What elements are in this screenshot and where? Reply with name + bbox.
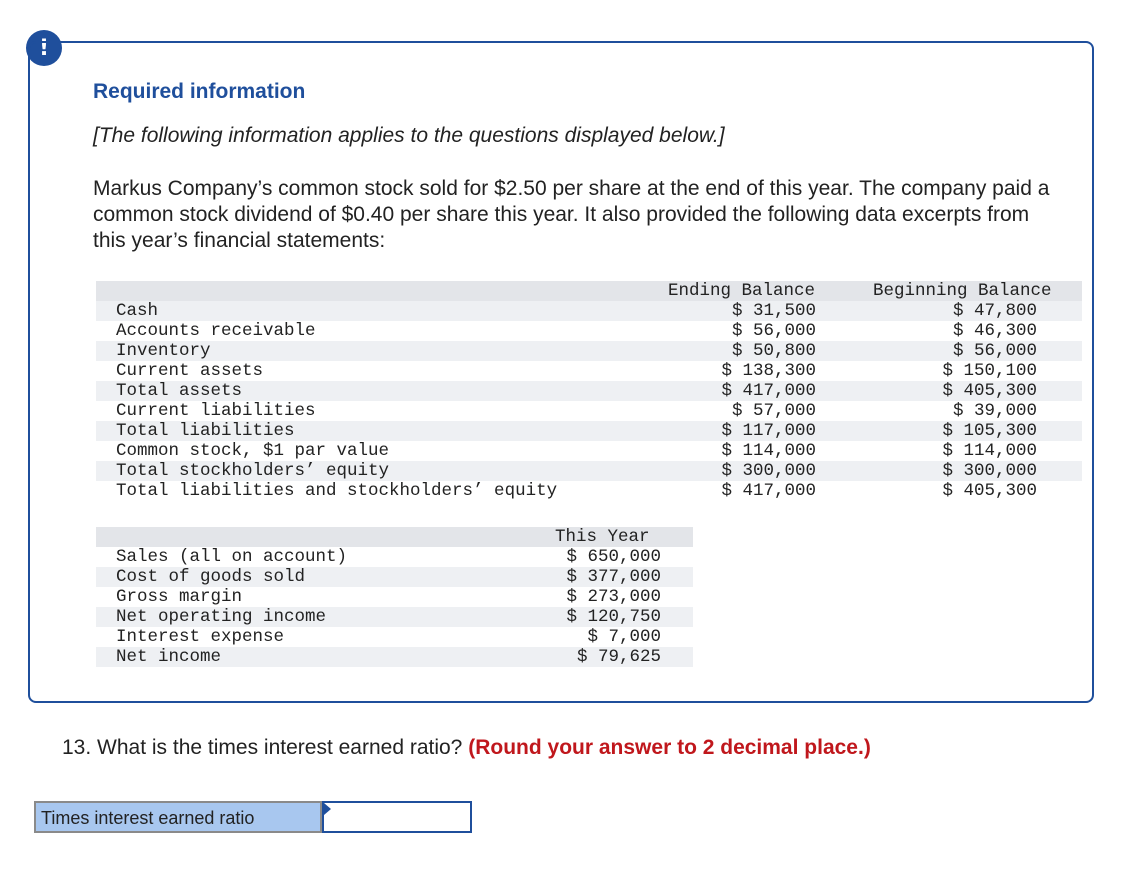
row-value: $ 273,000 bbox=[566, 587, 661, 607]
row-label: Current liabilities bbox=[116, 401, 316, 421]
question-text bbox=[62, 736, 871, 760]
row-label: Total liabilities and stockholders’ equity bbox=[116, 481, 558, 501]
row-beginning: $ 300,000 bbox=[942, 461, 1037, 481]
row-beginning: $ 150,100 bbox=[942, 361, 1037, 381]
row-ending: $ 417,000 bbox=[721, 381, 816, 401]
row-beginning: $ 47,800 bbox=[952, 301, 1037, 321]
row-value: $ 650,000 bbox=[566, 547, 661, 567]
row-ending: $ 300,000 bbox=[721, 461, 816, 481]
row-band bbox=[96, 381, 1082, 401]
row-label: Current assets bbox=[116, 361, 264, 381]
row-label: Accounts receivable bbox=[116, 321, 316, 341]
row-label: Total assets bbox=[116, 381, 243, 401]
row-value: $ 79,625 bbox=[576, 647, 661, 667]
row-label: Cash bbox=[116, 301, 159, 321]
row-beginning: $ 114,000 bbox=[942, 441, 1037, 461]
row-label: Cost of goods sold bbox=[116, 567, 306, 587]
row-label: Gross margin bbox=[116, 587, 243, 607]
row-beginning: $ 405,300 bbox=[942, 381, 1037, 401]
ending-balance-header: Ending Balance bbox=[668, 281, 816, 301]
row-label: Sales (all on account) bbox=[116, 547, 348, 567]
row-label: Net income bbox=[116, 647, 222, 667]
row-value: $ 7,000 bbox=[587, 627, 661, 647]
row-label: Total liabilities bbox=[116, 421, 295, 441]
input-marker-icon bbox=[324, 803, 331, 815]
answer-label: Times interest earned ratio bbox=[34, 801, 322, 833]
row-label: Total stockholders’ equity bbox=[116, 461, 390, 481]
question-prompt: 13. What is the times interest earned ratio? bbox=[62, 736, 463, 759]
row-band bbox=[96, 301, 1082, 321]
row-label: Net operating income bbox=[116, 607, 327, 627]
row-ending: $ 114,000 bbox=[721, 441, 816, 461]
row-beginning: $ 405,300 bbox=[942, 481, 1037, 501]
intro-paragraph: Markus Company’s common stock sold for $2.50 per share at the end of this year. The company paid a common stock dividend of $0.40 per share this year. It also provided the following data excerpts from this year’s financial statements: bbox=[93, 177, 1050, 252]
row-label: Common stock, $1 par value bbox=[116, 441, 390, 461]
this-year-header: This Year bbox=[555, 527, 650, 547]
row-beginning: $ 56,000 bbox=[952, 341, 1037, 361]
row-ending: $ 31,500 bbox=[731, 301, 816, 321]
info-note: [The following information applies to the questions displayed below.] bbox=[93, 124, 725, 147]
answer-input[interactable] bbox=[322, 801, 472, 833]
row-band bbox=[96, 341, 1082, 361]
row-ending: $ 57,000 bbox=[731, 401, 816, 421]
row-ending: $ 417,000 bbox=[721, 481, 816, 501]
row-beginning: $ 105,300 bbox=[942, 421, 1037, 441]
row-beginning: $ 39,000 bbox=[952, 401, 1037, 421]
row-value: $ 120,750 bbox=[566, 607, 661, 627]
row-label: Interest expense bbox=[116, 627, 285, 647]
required-info-title: Required information bbox=[93, 80, 306, 103]
rounding-instruction: (Round your answer to 2 decimal place.) bbox=[468, 736, 871, 759]
row-ending: $ 138,300 bbox=[721, 361, 816, 381]
alert-icon: ! bbox=[26, 30, 62, 66]
beginning-balance-header: Beginning Balance bbox=[873, 281, 1052, 301]
row-beginning: $ 46,300 bbox=[952, 321, 1037, 341]
row-ending: $ 50,800 bbox=[731, 341, 816, 361]
row-ending: $ 56,000 bbox=[731, 321, 816, 341]
row-ending: $ 117,000 bbox=[721, 421, 816, 441]
row-label: Inventory bbox=[116, 341, 211, 361]
row-value: $ 377,000 bbox=[566, 567, 661, 587]
